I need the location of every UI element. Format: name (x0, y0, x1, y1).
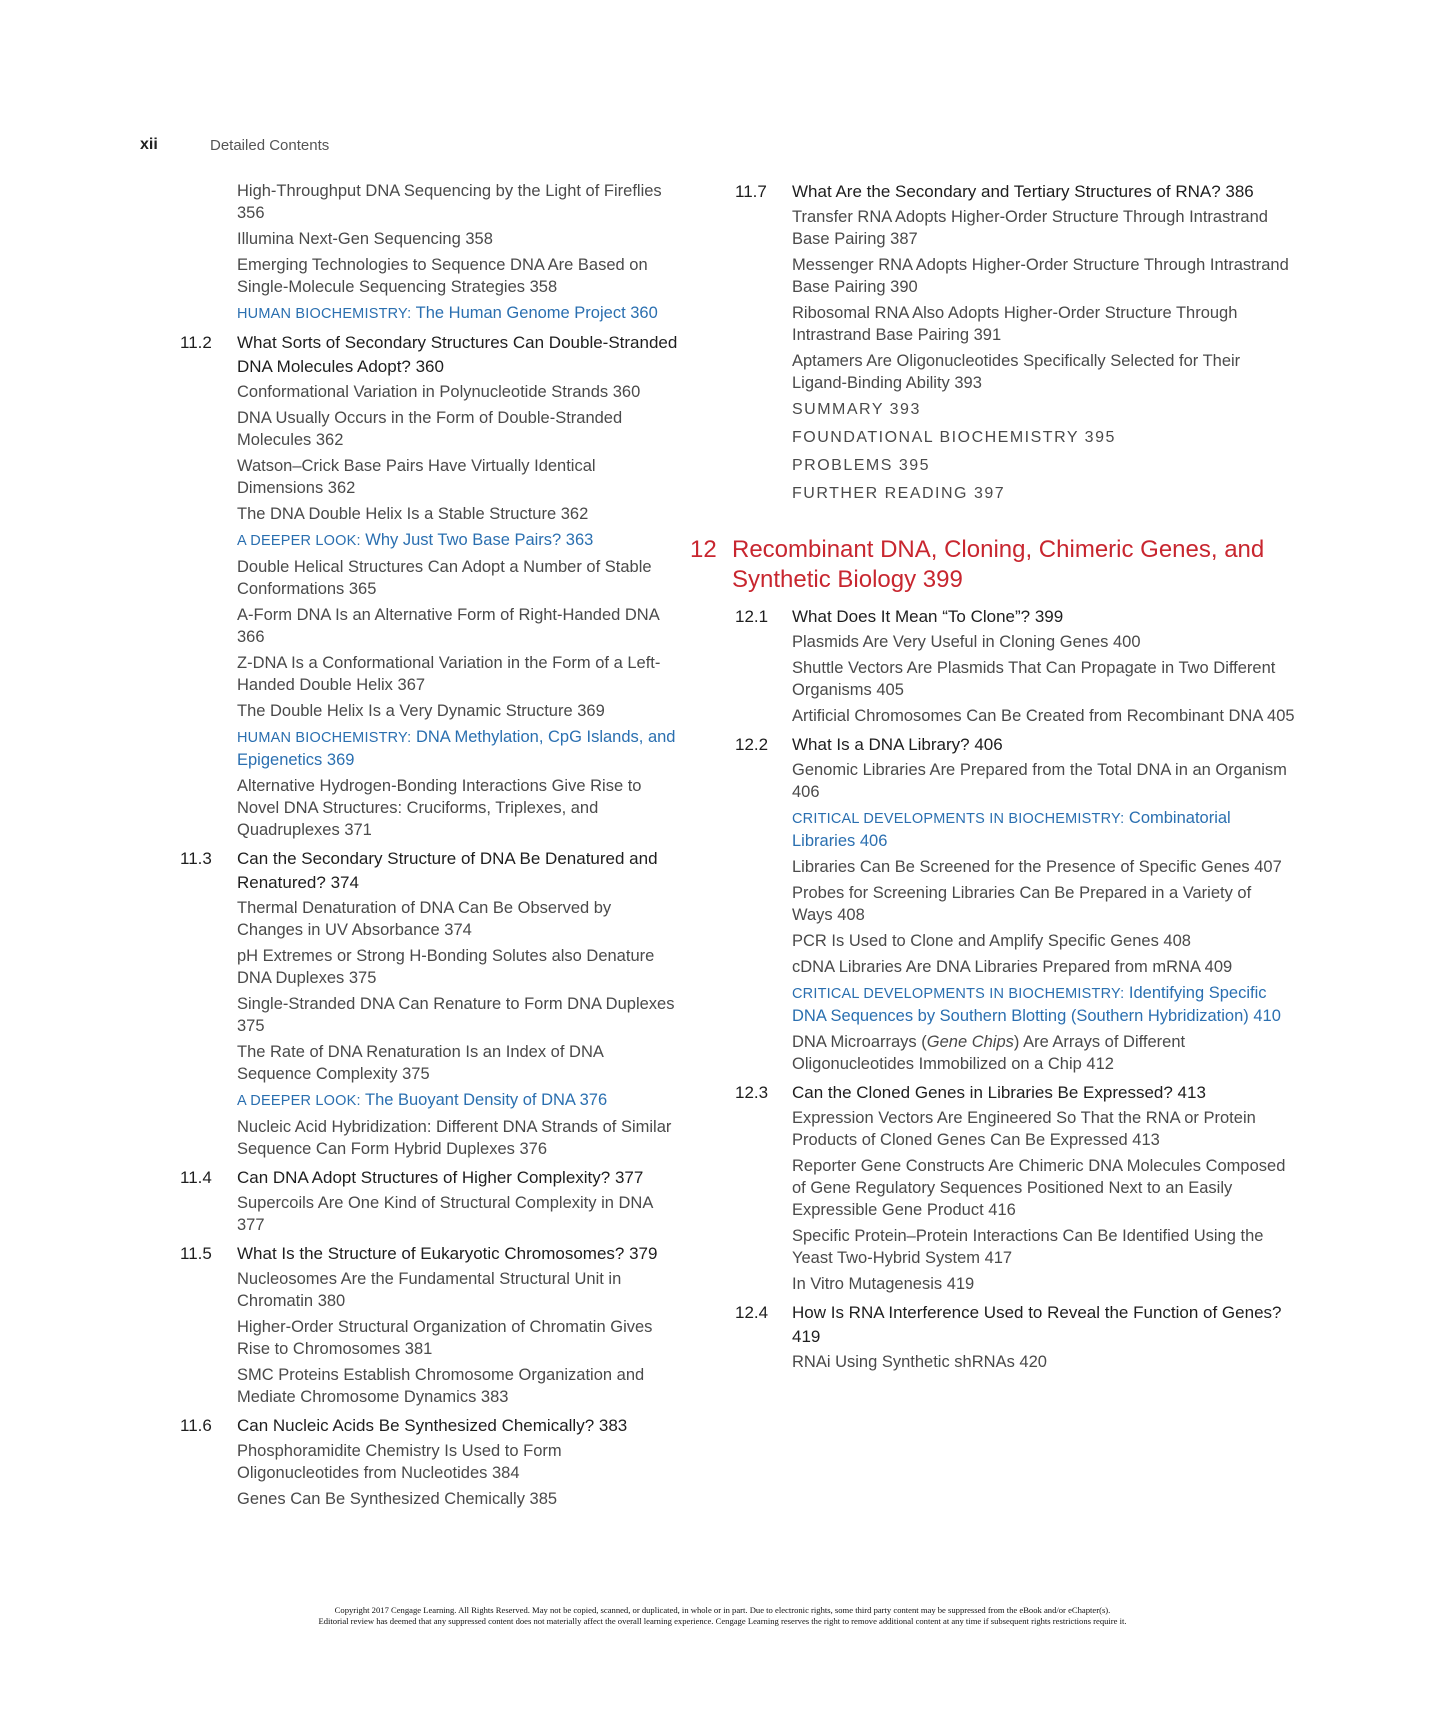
page-number: xii (140, 136, 158, 153)
toc-entry[interactable]: Watson–Crick Base Pairs Have Virtually Identical Dimensions 362 (237, 457, 596, 497)
toc-entry[interactable]: Transfer RNA Adopts Higher-Order Structure Through Intrastrand Base Pairing 387 (792, 208, 1268, 248)
entry-text-italic: Gene Chips (926, 1033, 1014, 1051)
toc-entry[interactable]: Reporter Gene Constructs Are Chimeric DNA Molecules Composed of Gene Regulatory Sequences Positioned Next to an Easily Expressible Gene Product 416 (792, 1157, 1286, 1219)
section-number: 11.7 (735, 182, 767, 201)
feature-label: CRITICAL DEVELOPMENTS IN BIOCHEMISTRY: (792, 986, 1125, 1002)
section-heading[interactable] (180, 331, 680, 379)
toc-entry[interactable]: Expression Vectors Are Engineered So That the RNA or Protein Products of Cloned Genes Can Be Expressed 413 (792, 1109, 1256, 1149)
feature-label: HUMAN BIOCHEMISTRY: (237, 306, 412, 322)
feature-label: A DEEPER LOOK: (237, 1093, 361, 1109)
toc-entry[interactable]: The Rate of DNA Renaturation Is an Index of DNA Sequence Complexity 375 (237, 1043, 603, 1083)
end-matter-problems[interactable]: PROBLEMS 395 (792, 457, 931, 474)
section-title: What Sorts of Secondary Structures Can Double-Stranded DNA Molecules Adopt? 360 (237, 333, 678, 376)
feature-label: A DEEPER LOOK: (237, 533, 361, 549)
toc-entry[interactable]: Plasmids Are Very Useful in Cloning Genes 400 (792, 633, 1141, 651)
feature-box-entry[interactable] (180, 529, 680, 552)
toc-entry[interactable]: Z-DNA Is a Conformational Variation in the Form of a Left-Handed Double Helix 367 (237, 654, 661, 694)
feature-label: HUMAN BIOCHEMISTRY: (237, 730, 412, 746)
section-heading[interactable] (735, 180, 1295, 204)
section-number: 11.2 (180, 333, 212, 352)
section-title: Can the Secondary Structure of DNA Be Denatured and Renatured? 374 (237, 849, 658, 892)
feature-title: DNA Methylation, CpG Islands, and Epigenetics 369 (237, 728, 676, 769)
feature-label: CRITICAL DEVELOPMENTS IN BIOCHEMISTRY: (792, 811, 1125, 827)
toc-entry[interactable]: RNAi Using Synthetic shRNAs 420 (792, 1353, 1047, 1371)
section-title: Can the Cloned Genes in Libraries Be Expressed? 413 (792, 1083, 1206, 1102)
toc-entry[interactable]: Nucleosomes Are the Fundamental Structural Unit in Chromatin 380 (237, 1270, 622, 1310)
toc-entry[interactable]: Thermal Denaturation of DNA Can Be Observed by Changes in UV Absorbance 374 (237, 899, 612, 939)
toc-entry[interactable]: Probes for Screening Libraries Can Be Prepared in a Variety of Ways 408 (792, 884, 1252, 924)
end-matter-foundational[interactable]: FOUNDATIONAL BIOCHEMISTRY 395 (792, 429, 1116, 446)
toc-entry[interactable]: PCR Is Used to Clone and Amplify Specific Genes 408 (792, 932, 1191, 950)
toc-entry[interactable]: cDNA Libraries Are DNA Libraries Prepared from mRNA 409 (792, 958, 1233, 976)
section-number: 11.3 (180, 849, 212, 868)
toc-entry[interactable]: Double Helical Structures Can Adopt a Number of Stable Conformations 365 (237, 558, 652, 598)
feature-box-entry[interactable] (735, 982, 1295, 1027)
toc-entry[interactable]: The DNA Double Helix Is a Stable Structure 362 (237, 505, 589, 523)
toc-entry[interactable]: Specific Protein–Protein Interactions Can Be Identified Using the Yeast Two-Hybrid System 417 (792, 1227, 1264, 1267)
toc-entry[interactable]: Higher-Order Structural Organization of Chromatin Gives Rise to Chromosomes 381 (237, 1318, 653, 1358)
section-heading[interactable] (180, 847, 680, 895)
copyright-footer (150, 1605, 1295, 1627)
feature-title: The Buoyant Density of DNA 376 (364, 1091, 608, 1109)
toc-entry[interactable]: Artificial Chromosomes Can Be Created from Recombinant DNA 405 (792, 707, 1295, 725)
feature-box-entry[interactable] (180, 1089, 680, 1112)
chapter-number: 12 (690, 536, 717, 563)
toc-entry[interactable]: A-Form DNA Is an Alternative Form of Right-Handed DNA 366 (237, 606, 659, 646)
end-matter-summary[interactable]: SUMMARY 393 (792, 401, 921, 418)
feature-box-entry[interactable] (180, 726, 680, 771)
section-number: 12.1 (735, 607, 769, 626)
toc-entry[interactable]: Genomic Libraries Are Prepared from the Total DNA in an Organism 406 (792, 761, 1287, 801)
section-heading[interactable] (180, 1166, 680, 1190)
section-heading[interactable] (735, 1301, 1295, 1349)
feature-title: Identifying Specific DNA Sequences by Southern Blotting (Southern Hybridization) 410 (792, 984, 1281, 1025)
toc-right-column (690, 180, 1295, 1377)
entry-text-part: ) Are Arrays of Different Oligonucleotides Immobilized on a Chip 412 (792, 1033, 1186, 1073)
toc-entry[interactable]: In Vitro Mutagenesis 419 (792, 1275, 975, 1293)
section-title: What Are the Secondary and Tertiary Structures of RNA? 386 (792, 182, 1254, 201)
toc-entry[interactable]: DNA Usually Occurs in the Form of Double-Stranded Molecules 362 (237, 409, 623, 449)
section-title: What Does It Mean “To Clone”? 399 (792, 607, 1064, 626)
section-heading[interactable] (735, 605, 1295, 629)
feature-title: Why Just Two Base Pairs? 363 (365, 531, 594, 549)
section-title: Can Nucleic Acids Be Synthesized Chemically? 383 (237, 1416, 628, 1435)
toc-entry[interactable]: Messenger RNA Adopts Higher-Order Structure Through Intrastrand Base Pairing 390 (792, 256, 1289, 296)
feature-box-entry[interactable] (180, 302, 680, 325)
toc-entry[interactable]: Conformational Variation in Polynucleotide Strands 360 (237, 383, 641, 401)
section-number: 11.5 (180, 1244, 212, 1263)
toc-entry[interactable]: Shuttle Vectors Are Plasmids That Can Propagate in Two Different Organisms 405 (792, 659, 1276, 699)
section-title: How Is RNA Interference Used to Reveal the Function of Genes? 419 (792, 1303, 1282, 1346)
toc-left-column (180, 180, 680, 1514)
toc-entry[interactable]: Ribosomal RNA Also Adopts Higher-Order Structure Through Intrastrand Base Pairing 391 (792, 304, 1238, 344)
section-number: 12.4 (735, 1303, 769, 1322)
section-title: Can DNA Adopt Structures of Higher Complexity? 377 (237, 1168, 644, 1187)
toc-entry[interactable]: Emerging Technologies to Sequence DNA Are Based on Single-Molecule Sequencing Strategies 358 (237, 256, 648, 296)
toc-entry[interactable] (735, 1031, 1295, 1075)
copyright-line: Copyright 2017 Cengage Learning. All Rights Reserved. May not be copied, scanned, or duplicated, in whole or in part. Due to electronic rights, some third party content may be suppressed from the eBook and/or eChapter(s). (334, 1605, 1111, 1615)
section-number: 11.6 (180, 1416, 212, 1435)
chapter-heading[interactable] (690, 535, 1295, 595)
section-title: What Is the Structure of Eukaryotic Chromosomes? 379 (237, 1244, 658, 1263)
copyright-line: Editorial review has deemed that any suppressed content does not materially affect the overall learning experience. Cengage Learning reserves the right to remove additional content at any time if subsequent rights restrictions require it. (318, 1616, 1127, 1626)
section-number: 11.4 (180, 1168, 212, 1187)
running-head: Detailed Contents (210, 137, 330, 154)
toc-entry[interactable]: SMC Proteins Establish Chromosome Organization and Mediate Chromosome Dynamics 383 (237, 1366, 645, 1406)
toc-entry[interactable]: Genes Can Be Synthesized Chemically 385 (237, 1490, 558, 1508)
toc-entry[interactable]: High-Throughput DNA Sequencing by the Light of Fireflies 356 (237, 182, 662, 222)
feature-box-entry[interactable] (735, 807, 1295, 852)
feature-title: Combinatorial Libraries 406 (792, 809, 1231, 850)
feature-title: The Human Genome Project 360 (415, 304, 658, 322)
toc-entry[interactable]: The Double Helix Is a Very Dynamic Structure 369 (237, 702, 605, 720)
section-number: 12.3 (735, 1083, 769, 1102)
section-heading[interactable] (180, 1414, 680, 1438)
toc-entry[interactable]: Nucleic Acid Hybridization: Different DNA Strands of Similar Sequence Can Form Hybrid Duplexes 376 (237, 1118, 672, 1158)
section-heading[interactable] (180, 1242, 680, 1266)
end-matter-further-reading[interactable]: FURTHER READING 397 (792, 485, 1006, 502)
section-heading[interactable] (735, 733, 1295, 757)
chapter-title: Recombinant DNA, Cloning, Chimeric Genes, and Synthetic Biology 399 (732, 536, 1265, 593)
entry-text-part: DNA Microarrays ( (792, 1033, 927, 1051)
section-number: 12.2 (735, 735, 769, 754)
toc-entry[interactable]: Aptamers Are Oligonucleotides Specifically Selected for Their Ligand-Binding Ability 393 (792, 352, 1241, 392)
toc-entry[interactable]: Alternative Hydrogen-Bonding Interactions Give Rise to Novel DNA Structures: Cruciforms, Triplexes, and Quadruplexes 371 (237, 777, 642, 839)
toc-entry[interactable]: Phosphoramidite Chemistry Is Used to Form Oligonucleotides from Nucleotides 384 (237, 1442, 562, 1482)
toc-entry[interactable]: Illumina Next-Gen Sequencing 358 (237, 230, 493, 248)
toc-entry[interactable]: Supercoils Are One Kind of Structural Complexity in DNA 377 (237, 1194, 653, 1234)
toc-entry[interactable]: Libraries Can Be Screened for the Presence of Specific Genes 407 (792, 858, 1282, 876)
section-heading[interactable] (735, 1081, 1295, 1105)
section-title: What Is a DNA Library? 406 (792, 735, 1003, 754)
toc-entry[interactable]: pH Extremes or Strong H-Bonding Solutes also Denature DNA Duplexes 375 (237, 947, 655, 987)
toc-entry[interactable]: Single-Stranded DNA Can Renature to Form DNA Duplexes 375 (237, 995, 675, 1035)
